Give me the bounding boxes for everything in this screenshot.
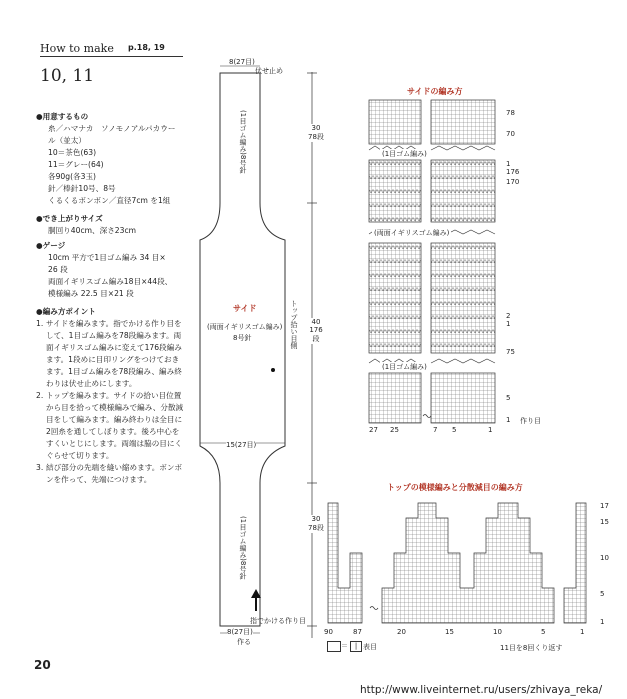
cast-on-label: 指でかける作り目 [250, 617, 306, 625]
materials-line: ル（並太） [48, 136, 86, 145]
top-row-label: 1 [600, 618, 605, 626]
page-ref: p.18, 19 [128, 43, 165, 52]
side-bottom-width: 8(27目) [227, 628, 253, 636]
source-url: http://www.liveinternet.ru/users/zhivaya_reka/ [360, 684, 603, 696]
finished-line: 胴回り40cm、深さ23cm [48, 226, 137, 235]
side-row-label: 75 [506, 348, 515, 356]
top-col-label: 20 [397, 628, 406, 636]
points-heading: ●編み方ポイント [36, 307, 96, 316]
side-mid-width: 15(27目) [226, 441, 257, 449]
side-col-label: 1 [488, 426, 493, 434]
top-col-label: 15 [445, 628, 454, 636]
side-top-label: (1目ゴム編み)8号針 [239, 110, 247, 174]
top-chart-title: トップの模様編みと分散減目の編み方 [387, 483, 523, 492]
gauge-heading: ●ゲージ [36, 241, 66, 250]
side-row-label: 176 [506, 168, 520, 176]
materials-line: 10＝茶色(63) [48, 148, 97, 157]
materials-line: 各90g(各3玉) [48, 172, 97, 181]
side-top-length: 30 78段 [308, 124, 324, 141]
side-col-label: 27 [369, 426, 378, 434]
side-band-3: (1目ゴム編み) [382, 363, 427, 371]
top-row-label: 5 [600, 590, 605, 598]
side-start-label: 作り目 [520, 417, 541, 425]
make-label: 作る [237, 638, 251, 646]
side-chart-grid [367, 98, 497, 428]
top-col-label: 10 [493, 628, 502, 636]
top-col-label: 5 [541, 628, 546, 636]
side-row-label: 78 [506, 109, 515, 117]
side-col-label: 7 [433, 426, 438, 434]
side-col-label: 5 [452, 426, 457, 434]
materials-line: くるくるボンボン／直径7cm を1組 [48, 196, 171, 205]
page-number: 20 [34, 658, 51, 672]
model-number: 10, 11 [40, 66, 95, 86]
side-row-label: 2 [506, 312, 511, 320]
side-row-label: 170 [506, 178, 520, 186]
point-item: 2. トップを編みます。サイドの拾い目位置から目を拾って模様編みで編み、分散減目をして編みます。編み終わりは全目に2回糸を通してしぼります。後ろ中心をすくいとじにします。両端は脇の目にくぐらせて切ります。 [36, 391, 184, 460]
side-mid-needle: 8号針 [233, 334, 252, 342]
pickup-label: トップ拾い目側 [290, 300, 298, 349]
side-row-label: 1 [506, 416, 511, 424]
instructions-column [36, 108, 186, 486]
side-row-label: 1 [506, 320, 511, 328]
legend-text: 表目 [363, 643, 377, 651]
side-row-label: 70 [506, 130, 515, 138]
side-schematic [195, 58, 325, 648]
side-bottom-label: (1目ゴム編み)8号針 [239, 516, 247, 580]
point-item: 1. サイドを編みます。指でかける作り目をして、1目ゴム編みを78段編みます。両面イギリスゴム編みに変えて176段編みます。1段めに目印リングをつけておきます。1目ゴム編みを78段編み、編み終わりは伏せ止めにします。 [36, 319, 182, 388]
legend-empty-box [327, 641, 341, 652]
gauge-line: 模様編み 22.5 目×21 段 [48, 289, 134, 298]
points-list [36, 318, 186, 486]
header-rule [40, 56, 183, 57]
materials-line: 針／棒針10号、8号 [48, 184, 116, 193]
top-chart-grid [324, 498, 594, 628]
legend-mark-box: | [350, 641, 362, 652]
top-col-label: 1 [580, 628, 585, 636]
side-band-2: (両面イギリスゴム編み) [374, 229, 450, 237]
side-chart-title: サイドの編み方 [407, 87, 463, 96]
legend-equals: ＝ [341, 642, 348, 650]
side-mid-sub: (両面イギリスゴム編み) [207, 323, 283, 331]
gauge-line: 10cm 平方で1目ゴム編み 34 目× [48, 253, 166, 262]
materials-line: 糸／ハマナカ ソノモノアルパカウー [48, 124, 176, 133]
side-mid-length: 40 176段 [307, 318, 325, 344]
materials-line: 11＝グレー(64) [48, 160, 104, 169]
gauge-line: 両面イギリスゴム編み18目×44段、 [48, 277, 173, 286]
bind-off-label: 伏せ止め [255, 67, 283, 75]
top-row-label: 10 [600, 554, 609, 562]
side-col-label: 25 [390, 426, 399, 434]
gauge-line: 26 段 [48, 265, 68, 274]
side-band-1: (1目ゴム編み) [382, 150, 427, 158]
top-col-label: 87 [353, 628, 362, 636]
point-item: 3. 結び部分の先端を縫い縮めます。ボンボンを作って、先端につけます。 [36, 463, 183, 484]
repeat-label: 11目を8回くり返す [500, 644, 563, 652]
top-row-label: 17 [600, 502, 609, 510]
side-row-label: 5 [506, 394, 511, 402]
side-row-label: 1 [506, 160, 511, 168]
materials-heading: ●用意するもの [36, 112, 89, 121]
top-row-label: 15 [600, 518, 609, 526]
finished-heading: ●でき上がりサイズ [36, 214, 103, 223]
top-col-label: 90 [324, 628, 333, 636]
how-to-make-label: How to make [40, 42, 114, 55]
side-title: サイド [233, 304, 257, 313]
side-top-width: 8(27目) [229, 58, 255, 66]
side-bottom-length: 30 78段 [308, 515, 324, 532]
